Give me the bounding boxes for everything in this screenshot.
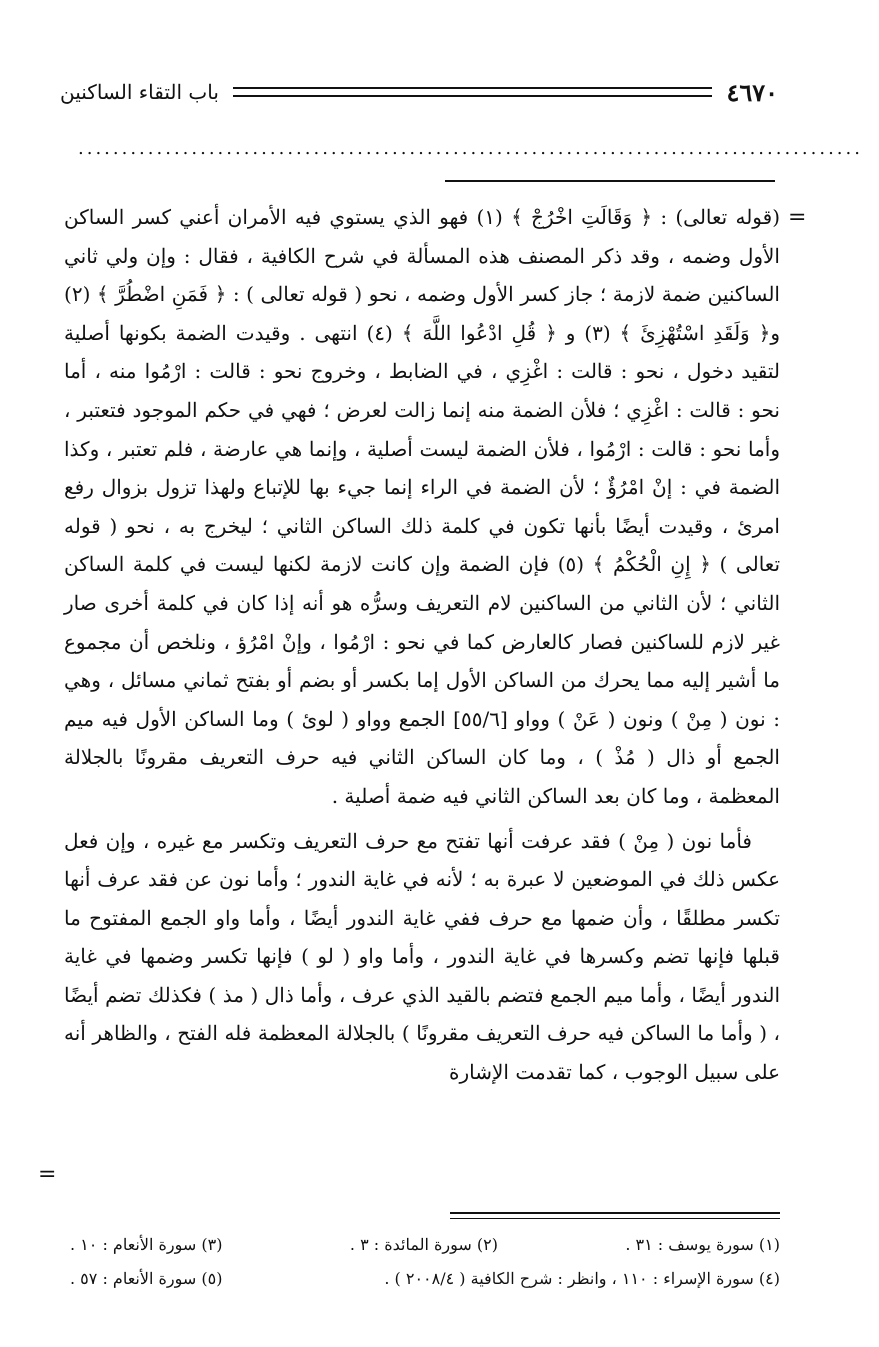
- header-rule: [233, 87, 713, 97]
- paragraph-2: فأما نون ( مِنْ ) فقد عرفت أنها تفتح مع حرف التعريف وتكسر مع غيره ، وإن فعل عكس ذلك في الموضعين لا عبرة به ؛ لأنه في غاية الندور ؛ وأما نون عن فقد عرف أنها تكسر مطلقًا ، وأن ضمها مع حرف ففي غاية الندور أيضًا ، وأما واو الجمع المفتوح ما قبلها فإنها تضم وكسرها في غاية الندور ، وأما واو ( لو ) فإنها تكسر وضمها في غاية الندور أيضًا ، وأما ميم الجمع فتضم بالقيد الذي عرف ، وأما ذال ( مذ ) فكذلك تضم أيضًا ، ( وأما ما الساكن فيه حرف التعريف مقرونًا ) بالجلالة المعظمة فله الفتح ، والظاهر أنه على سبيل الوجوب ، كما تقدمت الإشارة: [64, 828, 780, 1085]
- main-text: [64, 198, 780, 1092]
- footnote-2: (٢) سورة المائدة : ٣ .: [349, 1235, 498, 1254]
- page-header: [60, 72, 778, 112]
- footnote-3: (٣) سورة الأنعام : ١٠ .: [70, 1235, 223, 1254]
- dotted-separator: ..........................................................................................: [78, 138, 863, 159]
- footnotes: [70, 1228, 780, 1296]
- page-end-mark: =: [38, 1162, 57, 1187]
- section-rule: [445, 180, 775, 182]
- footnote-5: (٥) سورة الأنعام : ٥٧ .: [70, 1269, 223, 1288]
- paragraph-1: (قوله تعالى) : ﴿ وَقَالَتِ اخْرُجْ ﴾ (١) فهو الذي يستوي فيه الأمران أعني كسر الساكن الأول وضمه ، وقد ذكر المصنف هذه المسألة في شرح الكافية ، فقال : وإن ولي ثاني الساكنين ضمة لازمة ؛ جاز كسر الأول وضمه ، نحو ( قوله تعالى ) : ﴿ فَمَنِ اضْطُرَّ ﴾ (٢) و﴿ وَلَقَدِ اسْتُهْزِئَ ﴾ (٣) و ﴿ قُلِ ادْعُوا اللَّهَ ﴾ (٤) انتهى . وقيدت الضمة بكونها أصلية لتقيد دخول ، نحو : قالت : اغْزِي ، في الضابط ، وخروج نحو : قالت : ارْمُوا منه ، أما نحو : قالت : اغْزِي ؛ فلأن الضمة منه إنما زالت لعرض ؛ فهي في حكم الموجود فتعتبر ، وأما نحو : قالت : ارْمُوا ، فلأن الضمة ليست أصلية ، وإنما هي عارضة ، فلم تعتبر ، وكذا الضمة في : إنْ امْرُؤٌ ؛ لأن الضمة في الراء إنما جيء بها للإتباع ولهذا تزول بزوال رفع امرئ ، وقيدت أيضًا بأنها تكون في كلمة ذلك الساكن الثاني ؛ ليخرج به ، نحو ( قوله تعالى ) ﴿ إِنِ الْحُكْمُ ﴾ (٥) فإن الضمة وإن كانت لازمة لكنها ليست في كلمة الساكن الثاني ؛ لأن الثاني من الساكنين لام التعريف وسرُّه هو أنه إذا كان في كلمة أخرى صار غير لازم للساكنين فصار كالعارض كما في نحو : ارْمُوا ، وإنْ امْرُؤ ، ونلخص أن مجموع ما أشير إليه مما يحرك من الساكن الأول إما بكسر أو بضم أو بفتح ثماني مسائل ، وهي : نون ( مِنْ ) ونون ( عَنْ ) وواو [٥٥/٦] الجمع وواو ( لوئ ) وما الساكن الأول فيه ميم الجمع أو ذال ( مُذْ ) ، وما كان الساكن الثاني فيه حرف التعريف مقرونًا بالجلالة المعظمة ، وما كان بعد الساكن الثاني فيه ضمة أصلية .: [64, 205, 781, 808]
- footnote-rule: [450, 1212, 780, 1219]
- continuation-mark: =: [788, 205, 807, 230]
- footnote-row: [70, 1228, 780, 1262]
- footnote-1: (١) سورة يوسف : ٣١ .: [625, 1235, 780, 1254]
- footnote-4: (٤) سورة الإسراء : ١١٠ ، وانظر : شرح الكافية ( ٢٠٠٨/٤ ) .: [384, 1269, 780, 1288]
- chapter-title: باب التقاء الساكنين: [60, 80, 219, 104]
- footnote-row: [70, 1262, 780, 1296]
- page-number: ٤٦٧٠: [726, 77, 778, 107]
